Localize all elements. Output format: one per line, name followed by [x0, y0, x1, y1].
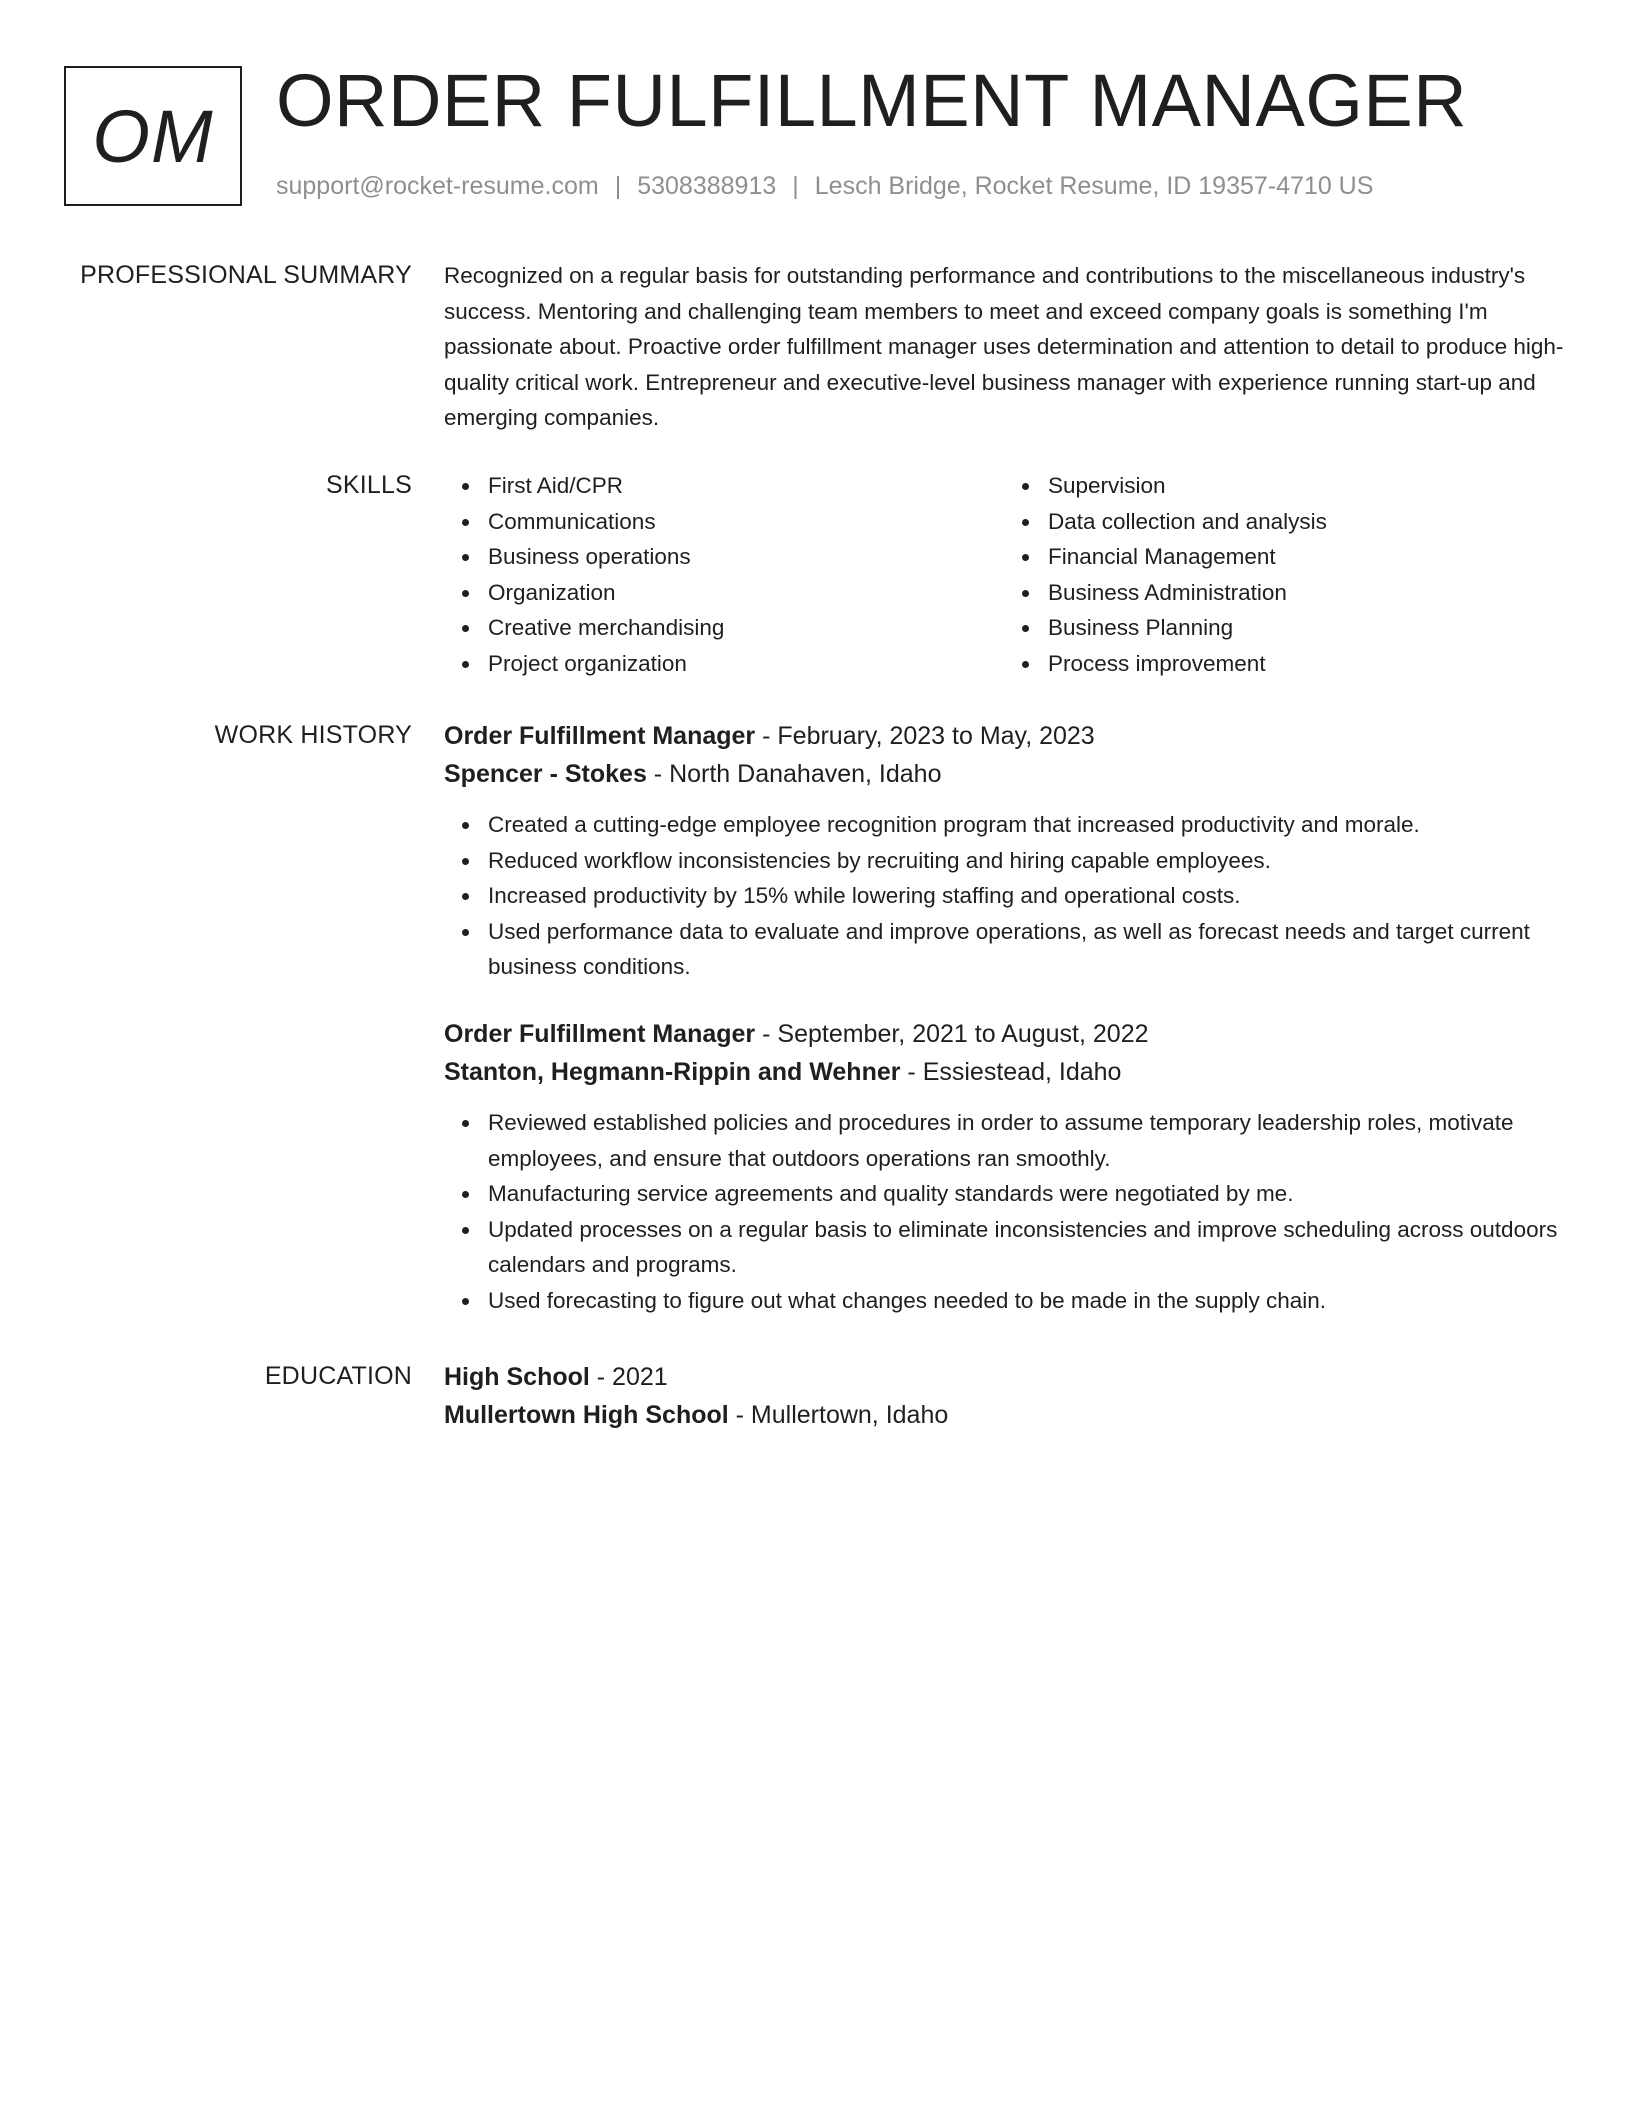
job-dates: - February, 2023 to May, 2023: [755, 722, 1095, 750]
contact-address: Lesch Bridge, Rocket Resume, ID 19357-4710 US: [814, 172, 1374, 200]
job-bullet: Increased productivity by 15% while lowering staffing and operational costs.: [488, 878, 1564, 914]
skill-item: Process improvement: [1048, 646, 1564, 682]
job-bullet: Manufacturing service agreements and quality standards were negotiated by me.: [488, 1176, 1564, 1212]
skill-item: Project organization: [488, 646, 1004, 682]
monogram-initials: OM: [92, 94, 214, 178]
job-entry: [444, 1015, 1564, 1319]
job-bullet: Updated processes on a regular basis to eliminate inconsistencies and improve scheduling across outdoors calendars and programs.: [488, 1212, 1564, 1283]
job-company: Stanton, Hegmann-Rippin and Wehner: [444, 1057, 901, 1086]
work-history-heading: WORK HISTORY: [214, 721, 412, 749]
contact-email: support@rocket-resume.com: [276, 172, 599, 200]
skills-grid: [444, 468, 1564, 682]
job-dates: - September, 2021 to August, 2022: [755, 1019, 1149, 1048]
job-bullet: Used performance data to evaluate and improve operations, as well as forecast needs and target current business conditions.: [488, 914, 1564, 985]
education-school: Mullertown High School: [444, 1401, 729, 1429]
job-bullet: Used forecasting to figure out what changes needed to be made in the supply chain.: [488, 1283, 1564, 1319]
job-title-line: [444, 717, 1564, 755]
skill-item: Creative merchandising: [488, 610, 1004, 646]
education-location: - Mullertown, Idaho: [728, 1401, 949, 1429]
job-bullets: [444, 807, 1564, 985]
skills-column-right: [1004, 468, 1564, 682]
job-company-line: [444, 755, 1564, 793]
resume-name: ORDER FULFILLMENT MANAGER: [276, 59, 1468, 142]
education-heading: EDUCATION: [264, 1362, 412, 1390]
job-bullets: [444, 1105, 1564, 1319]
skill-item: Data collection and analysis: [1048, 504, 1564, 540]
skill-item: First Aid/CPR: [488, 468, 1004, 504]
job-location: - Essiestead, Idaho: [900, 1057, 1122, 1086]
job-bullet: Reviewed established policies and procedures in order to assume temporary leadership roles, motivate employees, and ensure that outdoors operations ran smoothly.: [488, 1105, 1564, 1176]
skill-item: Financial Management: [1048, 539, 1564, 575]
contact-separator: |: [792, 172, 799, 200]
contact-phone: 5308388913: [637, 172, 777, 200]
monogram-box: [64, 66, 242, 206]
skill-item: Business operations: [488, 539, 1004, 575]
job-title-line: [444, 1015, 1564, 1053]
job-title: Order Fulfillment Manager: [444, 722, 756, 750]
contact-separator: |: [614, 172, 622, 200]
education-degree: High School: [444, 1363, 590, 1391]
skill-item: Business Administration: [1048, 575, 1564, 611]
skill-item: Supervision: [1048, 468, 1564, 504]
skill-item: Business Planning: [1048, 610, 1564, 646]
job-location: - North Danahaven, Idaho: [646, 760, 942, 788]
contact-line: [276, 172, 1373, 201]
job-title: Order Fulfillment Manager: [444, 1019, 756, 1048]
education-school-line: [444, 1396, 1564, 1434]
education-year: - 2021: [589, 1363, 668, 1391]
job-company: Spencer - Stokes: [444, 760, 647, 788]
skills-heading: SKILLS: [326, 471, 412, 499]
job-bullet: Created a cutting-edge employee recognition program that increased productivity and morale.: [488, 807, 1564, 843]
skill-item: Organization: [488, 575, 1004, 611]
skill-item: Communications: [488, 504, 1004, 540]
job-bullet: Reduced workflow inconsistencies by recruiting and hiring capable employees.: [488, 843, 1564, 879]
skills-column-left: [444, 468, 1004, 682]
education-degree-line: [444, 1358, 1564, 1396]
job-company-line: [444, 1053, 1564, 1091]
job-entry: [444, 717, 1564, 985]
summary-text: Recognized on a regular basis for outstanding performance and contributions to the miscellaneous industry's success. Mentoring and challenging team members to meet and exceed company goals is something I'm passionate about. Proactive order fulfillment manager uses determination and attention to detail to produce high-quality critical work. Entrepreneur and executive-level business manager with experience running start-up and emerging companies.: [444, 263, 1564, 431]
summary-heading: PROFESSIONAL SUMMARY: [80, 261, 412, 289]
